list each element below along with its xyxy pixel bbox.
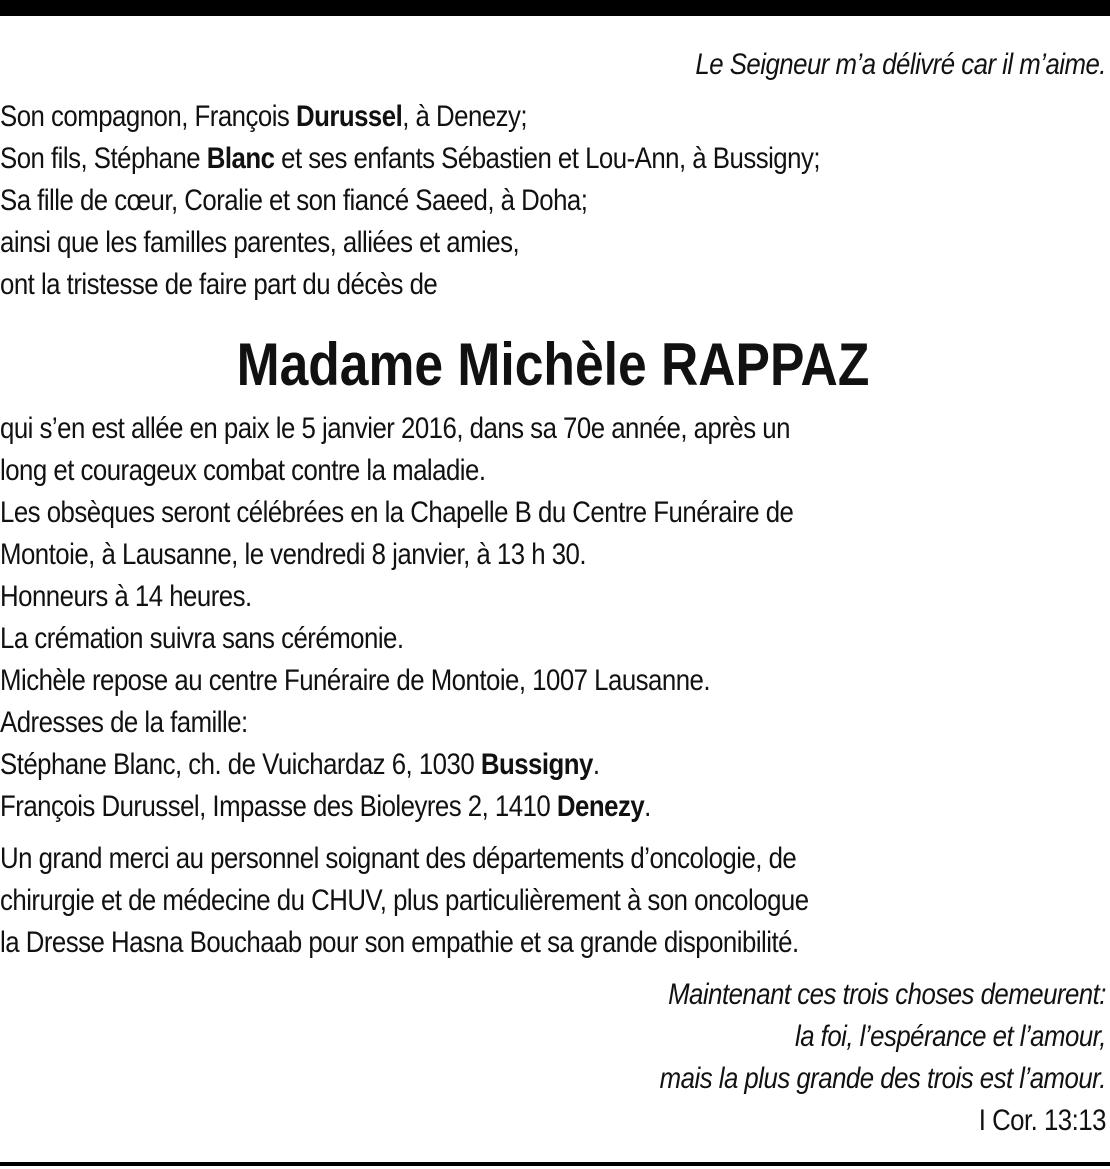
bottom-border (0, 1162, 1110, 1166)
top-border (0, 0, 1110, 16)
family-line: Son compagnon, François Durussel, à Denezy; (0, 100, 528, 133)
body-line: long et courageux combat contre la maladie. (0, 454, 486, 487)
body-line: qui s’en est allée en paix le 5 janvier 2016, dans sa 70e année, après un (0, 412, 790, 445)
verse-line: mais la plus grande des trois est l’amour. (659, 1062, 1106, 1095)
family-line: ont la tristesse de faire part du décès de (0, 268, 438, 301)
body-line: Adresses de la famille: (0, 706, 248, 739)
thanks-paragraph (0, 838, 1106, 964)
deceased-name: Madame Michèle RAPPAZ (236, 331, 870, 398)
family-line: ainsi que les familles parentes, alliées et amies, (0, 226, 520, 259)
verse-line: Maintenant ces trois choses demeurent: (668, 978, 1106, 1011)
closing-verse (0, 974, 1106, 1142)
address-line: François Durussel, Impasse des Bioleyres 2, 1410 Denezy. (0, 790, 651, 823)
body-line: Montoie, à Lausanne, le vendredi 8 janvier, à 13 h 30. (0, 538, 587, 571)
body-line: Honneurs à 14 heures. (0, 580, 252, 613)
thanks-line: chirurgie et de médecine du CHUV, plus particulièrement à son oncologue (0, 884, 809, 917)
thanks-line: Un grand merci au personnel soignant des départements d’oncologie, de (0, 842, 797, 875)
verse-line: la foi, l’espérance et l’amour, (794, 1020, 1106, 1053)
body-line: Michèle repose au centre Funéraire de Montoie, 1007 Lausanne. (0, 664, 711, 697)
family-line: Sa fille de cœur, Coralie et son fiancé Saeed, à Doha; (0, 184, 588, 217)
notice-content (0, 44, 1106, 1142)
address-line: Stéphane Blanc, ch. de Vuichardaz 6, 1030 Bussigny. (0, 748, 600, 781)
notice-body (0, 408, 1106, 744)
family-list (0, 96, 1106, 306)
body-line: Les obsèques seront célébrées en la Chapelle B du Centre Funéraire de (0, 496, 794, 529)
family-addresses (0, 744, 1106, 828)
opening-verse: Le Seigneur m’a délivré car il m’aime. (695, 48, 1106, 81)
family-line: Son fils, Stéphane Blanc et ses enfants Sébastien et Lou-Ann, à Bussigny; (0, 142, 821, 175)
body-line: La crémation suivra sans cérémonie. (0, 622, 404, 655)
thanks-line: la Dresse Hasna Bouchaab pour son empathie et sa grande disponibilité. (0, 926, 799, 959)
verse-reference: I Cor. 13:13 (978, 1104, 1106, 1137)
